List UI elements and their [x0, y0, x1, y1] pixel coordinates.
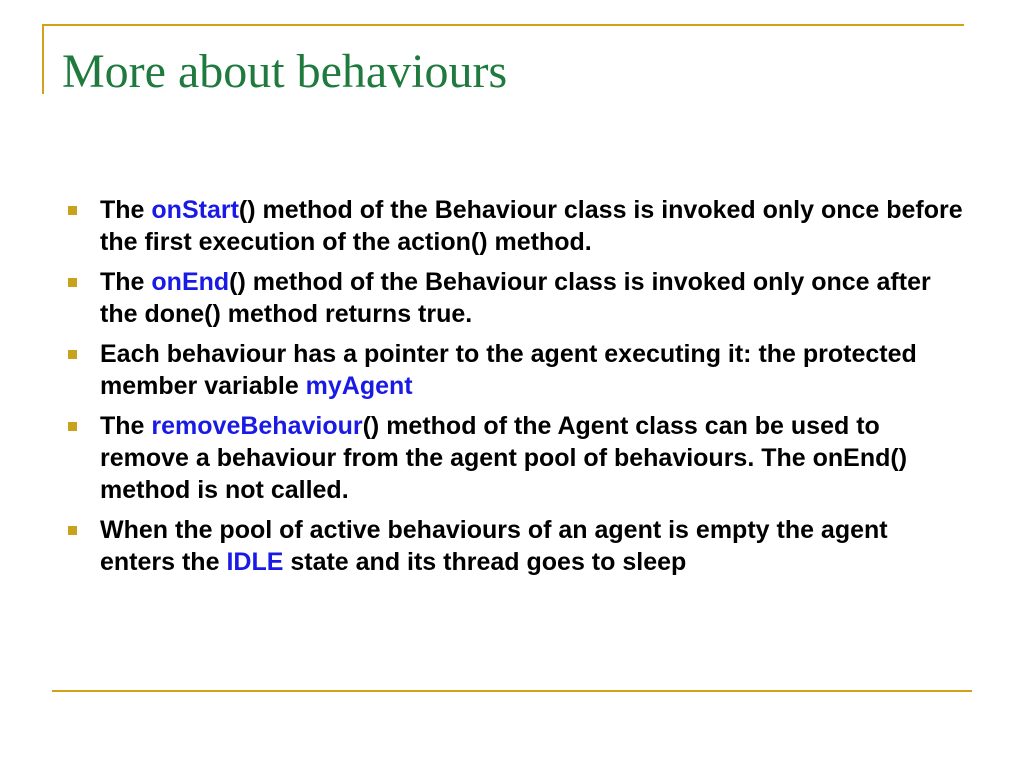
bullet-highlight: removeBehaviour [151, 412, 363, 440]
bullet-text-pre: The [100, 412, 152, 440]
bullet-text-post: () method of the Behaviour class is invoked only once after the done() method returns true. [100, 268, 931, 328]
bullet-text-post: state and its thread goes to sleep [283, 548, 687, 576]
bullet-item [68, 338, 968, 402]
square-bullet-icon [68, 350, 77, 359]
bullet-text-pre: The [100, 196, 152, 224]
bullet-item [68, 194, 968, 258]
top-frame-line [42, 24, 964, 26]
bullet-item [68, 410, 968, 506]
bullet-item [68, 266, 968, 330]
bullet-item [68, 514, 968, 578]
bullet-list [68, 194, 968, 586]
bullet-text-pre: Each behaviour has a pointer to the agent executing it: the protected member variable [100, 340, 917, 400]
bullet-text-pre: The [100, 268, 152, 296]
bullet-highlight: IDLE [226, 548, 284, 576]
bullet-highlight: myAgent [305, 372, 413, 400]
bullet-text-post: () method of the Agent class can be used to remove a behaviour from the agent pool of behaviours. The onEnd() method is not called. [100, 412, 908, 504]
bullet-text-post: () method of the Behaviour class is invoked only once before the first execution of the action() method. [100, 196, 963, 256]
slide-title: More about behaviours [62, 45, 508, 98]
bottom-frame-line [52, 690, 972, 692]
square-bullet-icon [68, 422, 77, 431]
bullet-highlight: onStart [151, 196, 239, 224]
square-bullet-icon [68, 278, 77, 287]
square-bullet-icon [68, 206, 77, 215]
bullet-text-pre: When the pool of active behaviours of an agent is empty the agent enters the [100, 516, 888, 576]
square-bullet-icon [68, 526, 77, 535]
left-frame-line [42, 24, 44, 94]
bullet-highlight: onEnd [151, 268, 230, 296]
